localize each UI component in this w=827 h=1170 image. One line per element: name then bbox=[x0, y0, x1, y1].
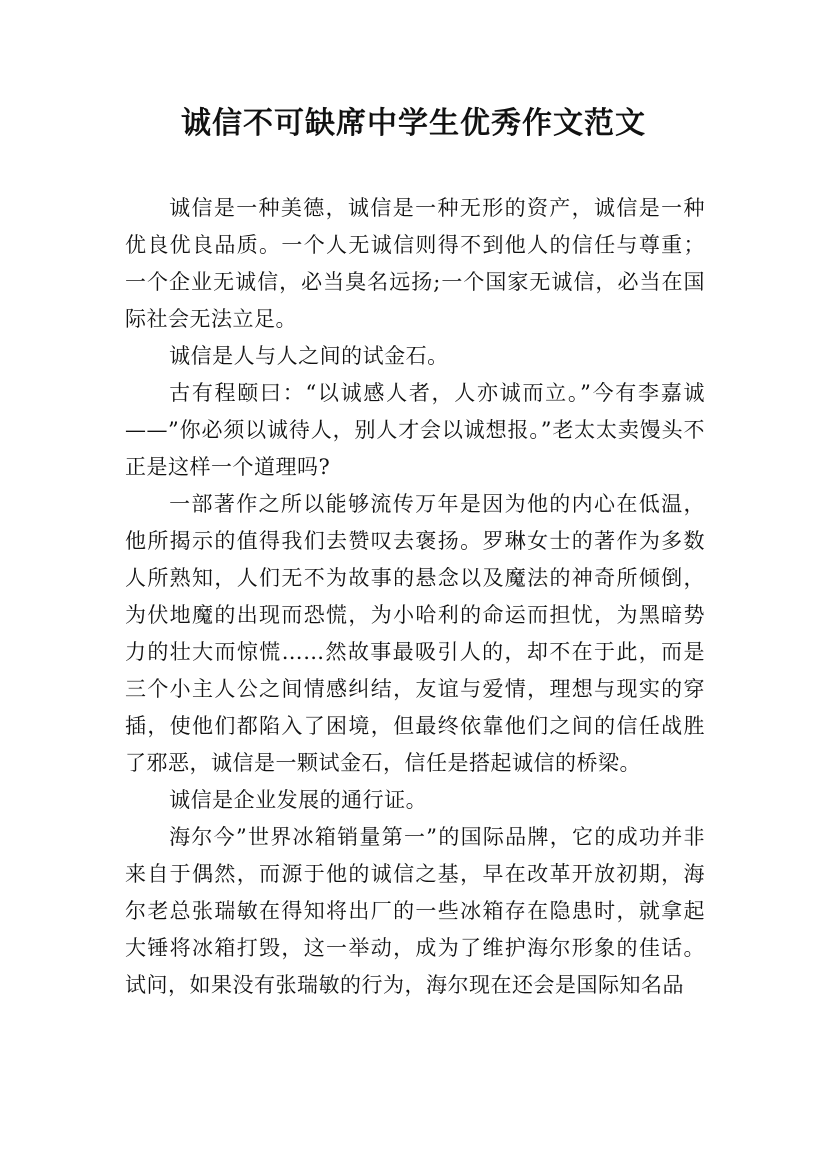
paragraph-2: 诚信是人与人之间的试金石。 bbox=[169, 344, 449, 368]
document-body bbox=[125, 190, 705, 1004]
paragraph-3: 古有程颐曰：“以诚感人者，人亦诚而立。”今有李嘉诚——”你必须以诚待人，别人才会以诚想报。”老太太卖馒头不正是这样一个道理吗? bbox=[125, 381, 705, 479]
paragraph-6: 海尔今”世界冰箱销量第一”的国际品牌，它的成功并非来自于偶然，而源于他的诚信之基，早在改革开放初期，海尔老总张瑞敏在得知将出厂的一些冰箱存在隐患时，就拿起大锤将冰箱打毁，这一举动，成为了维护海尔形象的佳话。试问，如果没有张瑞敏的行为，海尔现在还会是国际知名品 bbox=[125, 825, 705, 997]
paragraph-5: 诚信是企业发展的通行证。 bbox=[169, 788, 428, 812]
paragraph-4: 一部著作之所以能够流传万年是因为他的内心在低温，他所揭示的值得我们去赞叹去褒扬。罗琳女士的著作为多数人所熟知，人们无不为故事的悬念以及魔法的神奇所倾倒，为伏地魔的出现而恐慌，为小哈利的命运而担忧，为黑暗势力的壮大而惊慌……然故事最吸引人的，却不在于此，而是三个小主人公之间情感纠结，友谊与爱情，理想与现实的穿插，使他们都陷入了困境，但最终依靠他们之间的信任战胜了邪恶，诚信是一颗试金石，信任是搭起诚信的桥梁。 bbox=[125, 492, 705, 775]
paragraph-1: 诚信是一种美德，诚信是一种无形的资产，诚信是一种优良优良品质。一个人无诚信则得不到他人的信任与尊重；一个企业无诚信，必当臭名远扬;一个国家无诚信，必当在国际社会无法立足。 bbox=[125, 196, 705, 331]
document-title: 诚信不可缺席中学生优秀作文范文 bbox=[181, 106, 646, 141]
